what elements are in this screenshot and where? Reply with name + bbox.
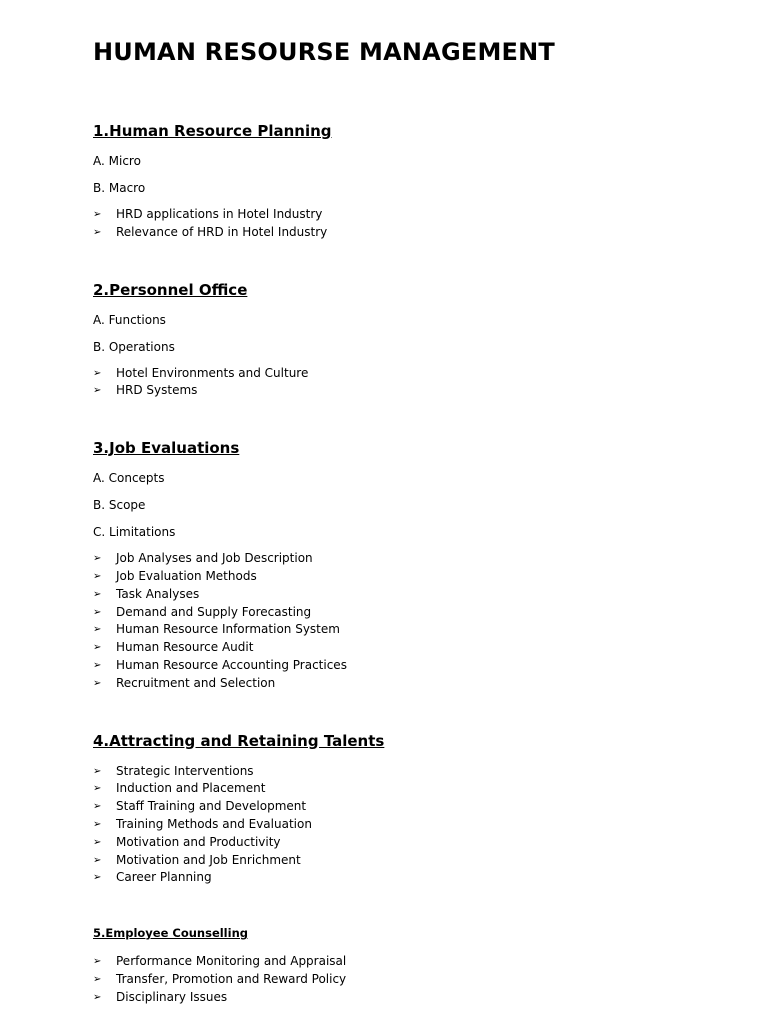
list-item: ➢ Career Planning <box>93 869 768 887</box>
document-title: HUMAN RESOURSE MANAGEMENT <box>93 38 555 66</box>
arrow-bullet-icon: ➢ <box>93 765 102 777</box>
sub-item: A. Concepts <box>93 471 165 486</box>
arrow-bullet-icon: ➢ <box>93 973 102 985</box>
list-item: ➢ Task Analyses <box>93 586 768 604</box>
bullet-list <box>93 550 768 692</box>
arrow-bullet-icon: ➢ <box>93 836 102 848</box>
arrow-bullet-icon: ➢ <box>93 677 102 689</box>
arrow-bullet-icon: ➢ <box>93 570 102 582</box>
section-human-resource-planning <box>93 121 768 242</box>
arrow-bullet-icon: ➢ <box>93 385 102 397</box>
list-item: ➢ Disciplinary Issues <box>93 989 768 1007</box>
list-item: ➢ HRD applications in Hotel Industry <box>93 206 768 224</box>
section-attracting-retaining-talents <box>93 731 768 888</box>
list-item: ➢ Demand and Supply Forecasting <box>93 604 768 622</box>
arrow-bullet-icon: ➢ <box>93 642 102 654</box>
sub-item: B. Operations <box>93 339 175 354</box>
list-item: ➢ Relevance of HRD in Hotel Industry <box>93 224 768 242</box>
arrow-bullet-icon: ➢ <box>93 367 102 379</box>
list-item: ➢ Job Evaluation Methods <box>93 568 768 586</box>
list-item: ➢ Training Methods and Evaluation <box>93 816 768 834</box>
section-title: 4.Attracting and Retaining Talents <box>93 731 385 750</box>
arrow-bullet-icon: ➢ <box>93 226 102 238</box>
arrow-bullet-icon: ➢ <box>93 783 102 795</box>
bullet-list <box>93 365 768 401</box>
arrow-bullet-icon: ➢ <box>93 553 102 565</box>
section-personnel-office <box>93 280 768 401</box>
arrow-bullet-icon: ➢ <box>93 801 102 813</box>
section-title: 2.Personnel Office <box>93 280 248 299</box>
list-item: ➢ Recruitment and Selection <box>93 675 768 693</box>
sub-item: B. Scope <box>93 498 146 513</box>
list-item: ➢ Transfer, Promotion and Reward Policy <box>93 971 768 989</box>
arrow-bullet-icon: ➢ <box>93 606 102 618</box>
sub-item: A. Functions <box>93 312 166 327</box>
arrow-bullet-icon: ➢ <box>93 991 102 1003</box>
list-item: ➢ Human Resource Information System <box>93 621 768 639</box>
arrow-bullet-icon: ➢ <box>93 956 102 968</box>
section-employee-counselling <box>93 925 768 1006</box>
arrow-bullet-icon: ➢ <box>93 588 102 600</box>
list-item: ➢ Human Resource Audit <box>93 639 768 657</box>
list-item: ➢ Induction and Placement <box>93 780 768 798</box>
section-title: 5.Employee Counselling <box>93 926 248 941</box>
list-item: ➢ HRD Systems <box>93 382 768 400</box>
list-item: ➢ Motivation and Productivity <box>93 834 768 852</box>
arrow-bullet-icon: ➢ <box>93 872 102 884</box>
section-job-evaluations <box>93 438 768 692</box>
section-title: 3.Job Evaluations <box>93 439 240 458</box>
sub-item: B. Macro <box>93 181 146 195</box>
arrow-bullet-icon: ➢ <box>93 854 102 866</box>
list-item: ➢ Human Resource Accounting Practices <box>93 657 768 675</box>
arrow-bullet-icon: ➢ <box>93 659 102 671</box>
list-item: ➢ Strategic Interventions <box>93 763 768 781</box>
list-item: ➢ Job Analyses and Job Description <box>93 550 768 568</box>
bullet-list <box>93 953 768 1006</box>
list-item: ➢ Staff Training and Development <box>93 798 768 816</box>
arrow-bullet-icon: ➢ <box>93 818 102 830</box>
list-item: ➢ Hotel Environments and Culture <box>93 365 768 383</box>
arrow-bullet-icon: ➢ <box>93 209 102 220</box>
section-title: 1.Human Resource Planning <box>93 122 332 140</box>
list-item: ➢ Performance Monitoring and Appraisal <box>93 953 768 971</box>
bullet-list <box>93 206 768 242</box>
bullet-list <box>93 763 768 888</box>
sub-item: A. Micro <box>93 154 141 168</box>
sub-item: C. Limitations <box>93 525 176 540</box>
arrow-bullet-icon: ➢ <box>93 624 102 636</box>
list-item: ➢ Motivation and Job Enrichment <box>93 852 768 870</box>
